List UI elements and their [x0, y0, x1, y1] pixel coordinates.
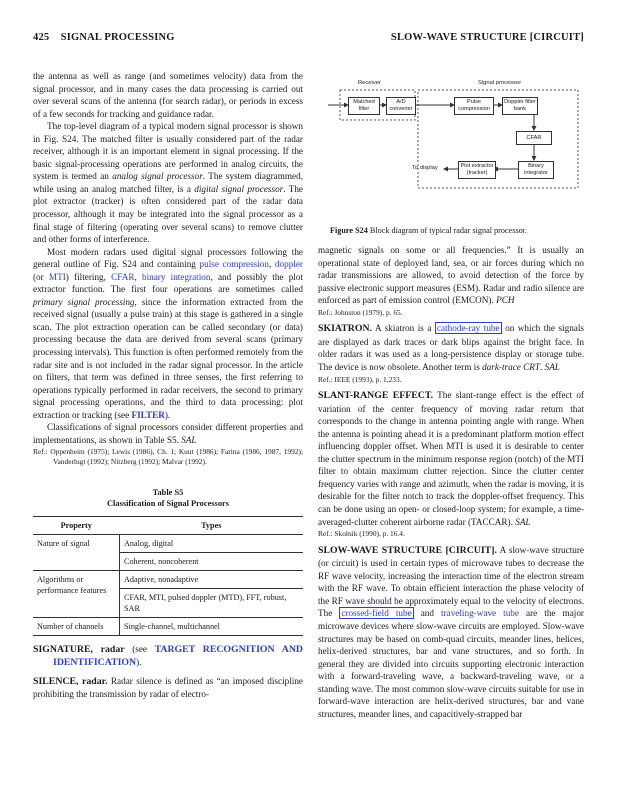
table-title: Table S5 — [152, 487, 184, 497]
table-caption — [33, 487, 303, 510]
plot-extractor-block: Plot extractor (tracker) — [458, 161, 496, 179]
left-column — [33, 70, 303, 701]
table-cell: Nature of signal — [33, 534, 120, 570]
paragraph: Classifications of signal processors consider different properties and implementations, as shown in Table S5. SAL — [33, 422, 303, 445]
header-left — [33, 32, 175, 43]
page-number: 425 — [33, 32, 50, 43]
classification-table — [33, 516, 303, 636]
entry-skiatron: SKIATRON. A skiatron is a cathode-ray tube on which the signals are displayed as dark traces or dark blips against the bright face. In older radars it was used as a long-persistence display or storage tube. The device is now obsolete. Another term is dark-trace CRT. SAL — [318, 323, 584, 372]
xref-link[interactable]: traveling-wave tube — [441, 608, 519, 619]
paragraph: The top-level diagram of a typical modern signal processor is shown in Fig. S24. The matched filter is usually considered part of the radar receiver, although it is an important element in signal processing. If the basic signal-processing operations are performed in analog circuits, the system is termed an analog signal processor. The system diagrammed, while using an analog matched filter, is a digital signal processor. The plot extractor (tracker) is often considered part of the radar data processor, although it may be integrated into the signal processor as a final stage of filtering (operating over several scans) to remove clutter and other forms of interference. — [33, 121, 303, 245]
xref-link[interactable]: doppler — [274, 259, 303, 270]
table-cell: Analog, digital — [120, 534, 304, 552]
paragraph: the antenna as well as range (and sometimes velocity) data from the signal processor, and in many cases the data processing is carried out over several scans of the antenna (for search radar), or periods in excess of a few seconds for tracking and guidance radar. — [33, 71, 303, 119]
table-cell: Coherent, noncoherent — [120, 552, 304, 570]
xref-link[interactable]: MTI — [48, 271, 66, 282]
xref-link[interactable]: binary integration — [141, 271, 211, 282]
xref-link[interactable]: CFAR — [111, 271, 135, 282]
figure-s24-diagram — [318, 78, 584, 213]
entry-signature: SIGNATURE, radar (see TARGET RECOGNITION AND IDENTIFICATION). — [33, 643, 303, 669]
figure-caption: Figure S24 Block diagram of typical radar signal processor. — [330, 226, 527, 235]
xref-link[interactable]: TARGET RECOGNITION AND IDENTIFICATION — [53, 643, 303, 669]
xref-link[interactable]: crossed-field tube — [341, 608, 412, 619]
doppler-filter-bank-block: Doppler filter bank — [502, 97, 538, 115]
xref-link[interactable]: cathode-ray tube — [436, 323, 500, 334]
reference: Ref.: Johnston (1979), p. 65. — [318, 307, 403, 317]
table-header: Property — [33, 516, 120, 534]
right-column — [318, 244, 584, 720]
header-section-left: SIGNAL PROCESSING — [60, 32, 175, 43]
paragraph: Most modern radars used digital signal processors following the general outline of Fig. S24 and containing pulse compression, doppler (or MTI) filtering, CFAR, binary integration, and possibly the plot extractor function. The first four operations are sometimes called primary signal processing, since the information extracted from the received signal (usually a pulse train) at this stage is gathered in a single scan. The plot extraction operation can be called secondary (or data) processing because the data are derived from several scans (primary processing intervals). This function is often performed remotely from the radar site and is not included in the radar signal processor. In the article on filters, that term was defined in three senses, the first referring to operations typically performed in radar receivers, the second to primary signal processing operations, and the third to data processing: plot extraction or tracking (see FILTER). — [33, 246, 304, 420]
table-cell: Number of channels — [33, 617, 120, 635]
table-cell: CFAR, MTI, pulsed doppler (MTD), FFT, robust, SAR — [120, 588, 304, 617]
signal-processor-label: Signal processor — [478, 80, 522, 86]
cfar-block: CFAR — [516, 131, 552, 145]
table-cell: Single-channel, multichannel — [120, 617, 304, 635]
table-cell: Adaptive, nonadaptive — [120, 570, 304, 588]
receiver-label: Receiver — [358, 80, 381, 86]
reference: Ref.: Oppenheim (1975); Lewis (1986), Ch. 1; Kuut (1986); Farina (1986, 1987, 1992); Vanderlugt (1992); Nitzberg (1992); Malvar (1992). — [33, 447, 303, 466]
entry-slant-range: SLANT-RANGE EFFECT. The slant-range effect is the effect of variation of the center frequency of moving radar return that corresponds to the change in antenna pointing angle with range. When the antenna is pointing ahead it is a predominant platform motion effect influencing doppler offset. When MTI is used it is desirable to center the clutter spectrum in the minimum response region (notch) of the MTI filter to obtain maximum clutter rejection. Since the clutter center frequency varies with range and azimuth, when the radar is moving, it is desirable for the filter notch to track the doppler-offset frequency. This can be done using an open- or closed-loop system; for example, a time-averaged-clutter coherent airborne radar (TACCAR). SAL — [318, 390, 584, 527]
binary-integrator-block: Binary integrator — [518, 161, 554, 179]
xref-link[interactable]: pulse compression — [199, 259, 269, 270]
ad-converter-block: A/D converter — [386, 97, 416, 115]
entry-silence: SILENCE, radar. Radar silence is defined as “an imposed discipline prohibiting the transmission by radar of electro- — [33, 675, 303, 700]
pulse-compression-block: Pulse compression — [454, 97, 494, 115]
reference: Ref.: Skolnik (1990), p. 16.4. — [318, 529, 405, 539]
reference: Ref.: IEEE (1993), p. 1,233. — [318, 374, 402, 384]
paragraph: magnetic signals on some or all frequencies.” It is usually an operational state of deployed land, sea, or air forces during which no radar transmissions are allowed, to avoid detection of the force by passive electronic support measures (ESM). Radar and radio silence are enforced as part of emission control (EMCON). PCH — [318, 245, 584, 306]
table-subtitle: Classification of Signal Processors — [107, 499, 229, 509]
matched-filter-block: Matched filter — [348, 97, 380, 115]
header-section-right: SLOW-WAVE STRUCTURE [CIRCUIT] — [390, 32, 584, 43]
xref-link[interactable]: FILTER — [131, 409, 165, 420]
to-display-label: To display — [412, 165, 438, 171]
table-cell: Algorithms or performance features — [33, 570, 120, 617]
entry-slow-wave: SLOW-WAVE STRUCTURE [CIRCUIT]. A slow-wave structure (or circuit) is used in certain types of microwave tubes to decrease the RF wave velocity, increasing the interaction time of the electron stream with the RF wave. To obtain efficient interaction the phase velocity of the RF wave should be approximately equal to the velocity of electrons. The crossed-field tube and traveling-wave tube are the major microwave devices where slow-wave circuits are employed. Slow-wave structures may be based on comb-quad circuits, meander lines, helices, helix-derived structures, bar and vane structures, and so forth. In general they are divided into circuits supporting electronic interaction with a forward-traveling wave, a backward-traveling wave, or a standing wave. The most common slow-wave circuits suitable for use in forward-wave interaction are helix-derived structures, bar and vane structures, meander lines, and capacitively-strapped bar — [318, 544, 584, 719]
table-header: Types — [120, 516, 304, 534]
